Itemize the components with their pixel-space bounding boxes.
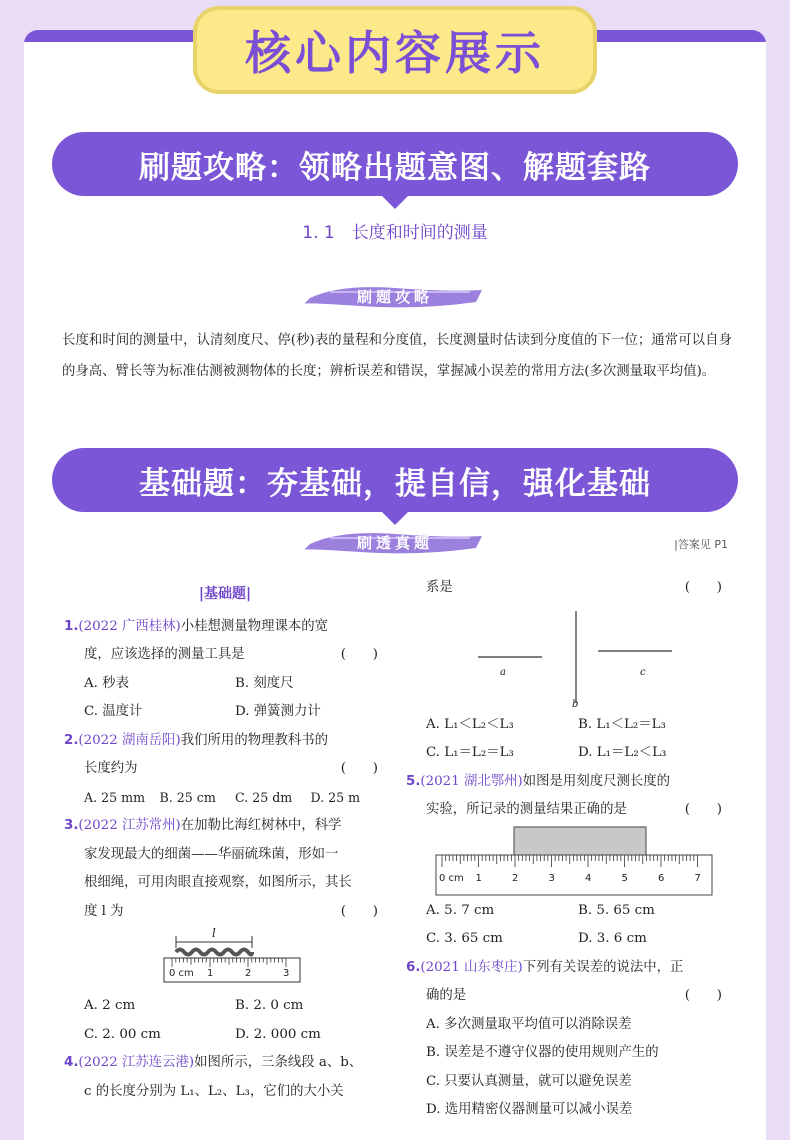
q2-line1: 我们所用的物理教科书的 bbox=[180, 732, 329, 748]
left-column bbox=[64, 580, 386, 1106]
q5-line2: 实验，所记录的测量结果正确的是 bbox=[426, 802, 627, 817]
q3-ruler-tick-label: 3 bbox=[283, 968, 290, 979]
q1-opt-d: D. 弹簧测力计 bbox=[235, 704, 321, 719]
question-1 bbox=[64, 613, 386, 727]
q5-opt-b: B. 5. 65 cm bbox=[578, 902, 655, 918]
tag-real bbox=[300, 526, 490, 558]
q6-opt-b: B. 误差是不遵守仪器的使用规则产生的 bbox=[426, 1045, 659, 1060]
q5-paren: ( ) bbox=[684, 802, 722, 817]
q5-ruler-tick-label: 0 cm bbox=[439, 872, 464, 884]
q3-figure bbox=[64, 926, 386, 992]
q5-figure bbox=[406, 825, 730, 897]
q4-opt-d: D. L₁＝L₂＜L₃ bbox=[578, 745, 667, 760]
question-3 bbox=[64, 812, 386, 1049]
answer-ref: |答案见 P1 bbox=[674, 538, 728, 551]
strategy-paragraph: 长度和时间的测量中，认清刻度尺、停(秒)表的量程和分度值，长度测量时估读到分度值的下一位；通常可以自身的身高、臂长等为标准估测被测物体的长度；辨析误差和错误，掌握减小误差的常用方法(多次测量取平均值)。 bbox=[62, 333, 732, 379]
q3-ruler-tick-label: 1 bbox=[207, 968, 214, 979]
header-title: 核心内容展示 bbox=[245, 26, 545, 80]
q6-paren: ( ) bbox=[684, 988, 722, 1003]
q5-line1: 如图是用刻度尺测长度的 bbox=[522, 773, 671, 789]
banner-basic bbox=[52, 448, 738, 512]
q1-line1: 小桂想测量物理课本的宽 bbox=[180, 618, 329, 634]
q6-num: 6. bbox=[406, 959, 421, 975]
q3-opt-c: C. 2. 00 cm bbox=[84, 1026, 161, 1042]
q5-ruler-tick-label: 7 bbox=[694, 872, 701, 884]
q4-paren: ( ) bbox=[684, 580, 722, 595]
q6-src: (2021 山东枣庄) bbox=[420, 959, 523, 975]
q4-src: (2022 江苏连云港) bbox=[78, 1055, 195, 1070]
banner-strategy bbox=[52, 132, 738, 196]
q3-opt-a: A. 2 cm bbox=[84, 998, 136, 1013]
q3-ruler-tick-label: 2 bbox=[245, 968, 252, 979]
q3-src: (2022 江苏常州) bbox=[78, 818, 181, 833]
q3-line3: 根细绳，可用肉眼直接观察，如图所示，其长 bbox=[84, 875, 352, 890]
q1-paren: ( ) bbox=[340, 647, 378, 662]
q4-fig-c: c bbox=[640, 666, 646, 678]
q4-figure bbox=[406, 603, 730, 711]
q4-fig-b: b bbox=[572, 698, 579, 710]
q6-line2: 确的是 bbox=[426, 988, 467, 1003]
label-basic: |基础题| bbox=[198, 586, 252, 602]
q5-opt-c: C. 3. 65 cm bbox=[426, 931, 503, 946]
q5-ruler-tick-label: 6 bbox=[658, 872, 665, 884]
q4-opt-c: C. L₁＝L₂＝L₃ bbox=[426, 745, 514, 760]
q2-opt-b: B. 25 cm bbox=[159, 789, 216, 805]
right-column bbox=[406, 574, 730, 1125]
q4-line2: c 的长度分别为 L₁、L₂、L₃，它们的大小关 bbox=[84, 1083, 344, 1099]
question-5 bbox=[406, 768, 730, 954]
q3-line1: 在加勒比海红树林中，科学 bbox=[180, 818, 342, 833]
q6-opt-a: A. 多次测量取平均值可以消除误差 bbox=[426, 1016, 632, 1032]
q6-opt-c: C. 只要认真测量，就可以避免误差 bbox=[426, 1073, 632, 1089]
q5-src: (2021 湖北鄂州) bbox=[420, 773, 523, 789]
tag-strategy bbox=[300, 280, 490, 312]
q2-opt-a: A. 25 mm bbox=[84, 789, 146, 805]
q1-opt-c: C. 温度计 bbox=[84, 704, 143, 719]
q5-ruler-tick-label: 3 bbox=[548, 872, 555, 884]
q4-line1: 如图所示，三条线段 a、b、 bbox=[194, 1055, 363, 1070]
header-banner bbox=[193, 6, 597, 94]
question-4 bbox=[64, 1049, 386, 1106]
q3-num: 3. bbox=[64, 818, 79, 833]
q1-src: (2022 广西桂林) bbox=[78, 618, 181, 634]
q1-line2: 度，应该选择的测量工具是 bbox=[84, 647, 245, 662]
q3-fig-label-l: l bbox=[212, 926, 216, 940]
q2-src: (2022 湖南岳阳) bbox=[78, 732, 181, 748]
q5-num: 5. bbox=[406, 773, 421, 789]
q5-opt-a: A. 5. 7 cm bbox=[426, 902, 495, 918]
question-6 bbox=[406, 954, 730, 1125]
question-2 bbox=[64, 727, 386, 813]
q6-opt-d: D. 选用精密仪器测量可以减小误差 bbox=[426, 1102, 633, 1117]
q4-fig-a: a bbox=[500, 666, 506, 678]
q2-num: 2. bbox=[64, 732, 79, 748]
tag-real-text: 刷透真题 bbox=[356, 533, 433, 552]
q3-ruler-tick-label: 0 cm bbox=[169, 968, 194, 979]
q2-paren: ( ) bbox=[340, 761, 378, 776]
q6-line1: 下列有关误差的说法中，正 bbox=[522, 959, 684, 975]
tag-strategy-text: 刷题攻略 bbox=[356, 287, 433, 306]
q3-line2: 家发现最大的细菌——华丽硫珠菌，形如一 bbox=[84, 846, 339, 862]
q5-ruler-tick-label: 2 bbox=[512, 872, 519, 884]
q3-opt-d: D. 2. 000 cm bbox=[235, 1026, 321, 1042]
q3-opt-b: B. 2. 0 cm bbox=[235, 998, 304, 1013]
banner-basic-text: 基础题：夯基础，提自信，强化基础 bbox=[139, 465, 651, 502]
q5-ruler-tick-label: 5 bbox=[621, 872, 628, 884]
q1-opt-b: B. 刻度尺 bbox=[235, 675, 294, 691]
section-title: 1. 1 长度和时间的测量 bbox=[302, 223, 488, 243]
q2-opt-d: D. 25 m bbox=[310, 789, 361, 805]
q3-line4: 度 l 为 bbox=[84, 903, 124, 919]
q3-paren: ( ) bbox=[340, 903, 378, 919]
q1-opt-a: A. 秒表 bbox=[84, 675, 129, 691]
q4-opt-a: A. L₁＜L₂＜L₃ bbox=[426, 716, 514, 732]
q5-ruler-tick-label: 1 bbox=[475, 872, 482, 884]
q5-opt-d: D. 3. 6 cm bbox=[578, 931, 647, 946]
q2-opt-c: C. 25 dm bbox=[235, 789, 293, 805]
q4-opt-b: B. L₁＜L₂＝L₃ bbox=[578, 716, 666, 732]
q4-num: 4. bbox=[64, 1055, 79, 1070]
q5-ruler-tick-label: 4 bbox=[585, 872, 592, 884]
q4-line3: 系是 bbox=[426, 580, 453, 595]
q1-num: 1. bbox=[64, 618, 79, 634]
q2-line2: 长度约为 bbox=[84, 761, 138, 776]
banner-strategy-text: 刷题攻略：领略出题意图、解题套路 bbox=[139, 149, 651, 186]
